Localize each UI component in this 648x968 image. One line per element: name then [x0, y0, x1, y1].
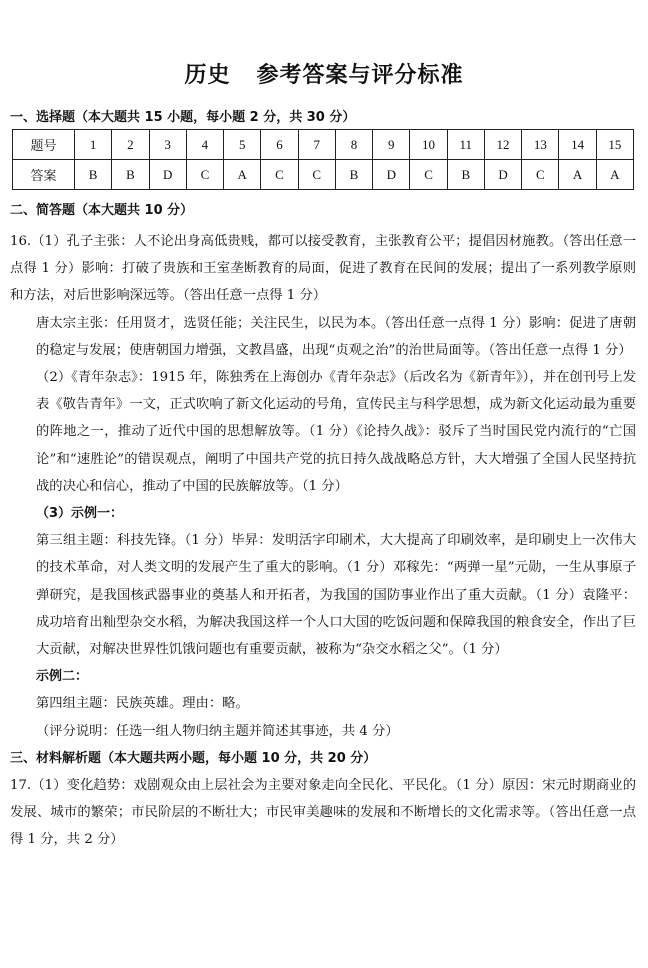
answer-cell: D	[149, 160, 186, 190]
question-number: 3	[149, 130, 186, 160]
answer-cell: B	[447, 160, 484, 190]
question-number: 5	[224, 130, 261, 160]
row-label-number: 题号	[13, 130, 75, 160]
title-text: 参考答案与评分标准	[256, 63, 464, 88]
q16-example1-text: 第三组主题：科技先锋。（1 分）毕昇：发明活字印刷术，大大提高了印刷效率，是印刷史上一次伟大的技术革命，对人类文明的发展产生了重大的影响。（1 分）邓稼先：“两弹一星”元勋，一生从事原子弹研究，是我国核武器事业的奠基人和开拓者，为我国的国防事业作出了重大贡献。（1 分）袁隆平：成功培育出籼型杂交水稻，为解决我国这样一个人口大国的吃饭问题和保障我国的粮食安全，作出了巨大贡献，对解决世界性饥饿问题也有重要贡献，被称为“杂交水稻之父”。（1 分）	[36, 533, 636, 658]
question-number: 14	[559, 130, 596, 160]
question-number: 4	[186, 130, 223, 160]
answer-body	[10, 228, 636, 854]
answer-cell: B	[75, 160, 112, 190]
question-number: 7	[298, 130, 335, 160]
answer-cell: D	[373, 160, 410, 190]
section-heading-short-answer: 二、简答题（本大题共 10 分）	[10, 203, 194, 218]
page-title	[0, 58, 648, 89]
section-heading-multiple-choice: 一、选择题（本大题共 15 小题，每小题 2 分，共 30 分）	[10, 110, 356, 125]
answer-cell: C	[298, 160, 335, 190]
q17-number: 17.	[10, 778, 32, 794]
question-number-row	[13, 130, 634, 160]
q16-example1-label: （3）示例一：	[36, 506, 124, 522]
question-number: 2	[112, 130, 149, 160]
q16-example2-label: 示例二：	[36, 669, 89, 685]
answer-table	[12, 129, 634, 190]
subject-label: 历史	[184, 63, 231, 88]
answer-cell: C	[522, 160, 559, 190]
row-label-answer: 答案	[13, 160, 75, 190]
question-number: 11	[447, 130, 484, 160]
question-number: 10	[410, 130, 447, 160]
q16-scoring-note: （评分说明：任选一组人物归纳主题并简述其事迹，共 4 分）	[36, 723, 399, 739]
section-heading-material-analysis: 三、材料解析题（本大题共两小题，每小题 10 分，共 20 分）	[10, 750, 377, 766]
question-number: 9	[373, 130, 410, 160]
question-number: 6	[261, 130, 298, 160]
answer-cell: C	[186, 160, 223, 190]
q17-part1-text: （1）变化趋势：戏剧观众由上层社会为主要对象走向全民化、平民化。（1 分）原因：宋元时期商业的发展、城市的繁荣；市民阶层的不断壮大；市民审美趣味的发展和不断增长的文化需求等。（答出任意一点得 1 分，共 2 分）	[10, 778, 636, 848]
q16-part1-second: 唐太宗主张：任用贤才，选贤任能；关注民生，以民为本。（答出任意一点得 1 分）影响：促进了唐朝的稳定与发展；使唐朝国力增强，文教昌盛，出现“贞观之治”的治世局面等。（答出任意一点得 1 分）	[36, 315, 636, 358]
q16-part1-text: （1）孔子主张：人不论出身高低贵贱，都可以接受教育，主张教育公平；提倡因材施教。（答出任意一点得 1 分）影响：打破了贵族和王室垄断教育的局面，促进了教育在民间的发展；提出了一系列教学原则和方法，对后世影响深远等。（答出任意一点得 1 分）	[10, 234, 636, 304]
q16-part2: （2）《青年杂志》：1915 年，陈独秀在上海创办《青年杂志》（后改名为《新青年》），并在创刊号上发表《敬告青年》一文，正式吹响了新文化运动的号角，宣传民主与科学思想，成为新文化运动最为重要的阵地之一，推动了近代中国的思想解放等。（1 分）《论持久战》：驳斥了当时国民党内流行的“亡国论”和“速胜论”的错误观点，阐明了中国共产党的抗日持久战战略总方针，大大增强了全国人民坚持抗战的决心和信心，推动了中国的民族解放等。（1 分）	[36, 370, 636, 494]
answer-row	[13, 160, 634, 190]
question-number: 15	[596, 130, 633, 160]
question-number: 1	[75, 130, 112, 160]
q16-example2-text: 第四组主题：民族英雄。理由：略。	[36, 696, 249, 712]
answer-cell: C	[261, 160, 298, 190]
question-number: 13	[522, 130, 559, 160]
answer-cell: A	[596, 160, 633, 190]
answer-cell: A	[224, 160, 261, 190]
question-number: 12	[484, 130, 521, 160]
answer-cell: D	[484, 160, 521, 190]
question-number: 8	[335, 130, 372, 160]
answer-cell: A	[559, 160, 596, 190]
answer-cell: C	[410, 160, 447, 190]
q17-part1	[10, 772, 636, 854]
q16-number: 16.	[10, 234, 32, 249]
q16-part1	[10, 228, 636, 310]
answer-cell: B	[335, 160, 372, 190]
answer-cell: B	[112, 160, 149, 190]
